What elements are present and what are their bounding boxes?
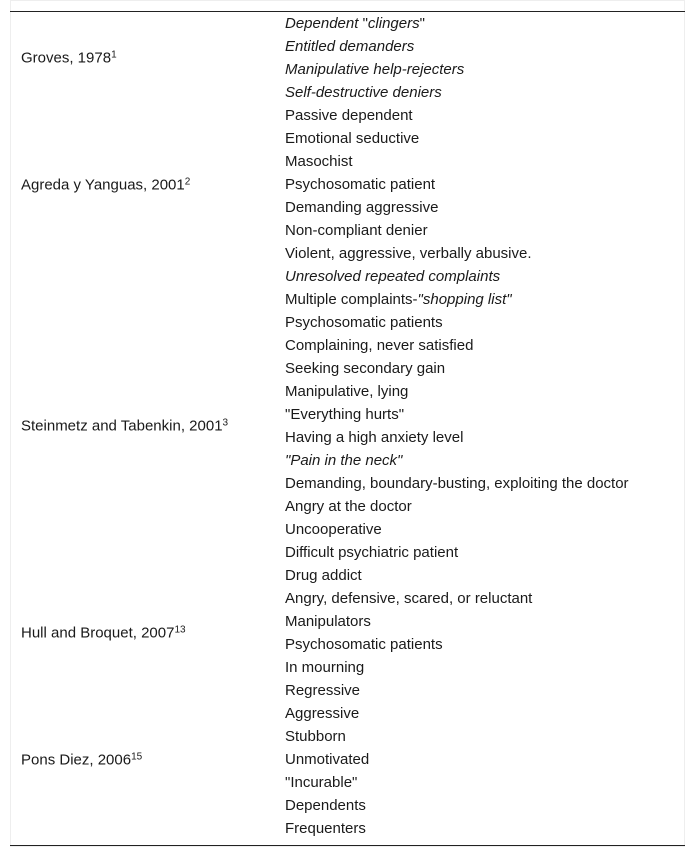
patient-type-item	[285, 58, 629, 81]
patient-type-item	[285, 196, 629, 219]
patient-type-item	[285, 725, 629, 748]
patient-type-text: Psychosomatic patients	[285, 636, 443, 653]
patient-type-text: Frequenters	[285, 820, 366, 837]
patient-type-text: Angry at the doctor	[285, 498, 412, 515]
patient-type-text: "Everything hurts"	[285, 406, 405, 423]
patient-type-text: Demanding aggressive	[285, 199, 439, 216]
reference-number: 1	[111, 49, 117, 61]
patient-type-text: Non-compliant denier	[285, 222, 428, 239]
patient-type-text: Multiple complaints-	[285, 291, 418, 308]
patient-type-item	[285, 35, 629, 58]
patient-type-text: Demanding, boundary-busting, exploiting the doctor	[285, 475, 629, 492]
patient-type-text: Uncooperative	[285, 521, 382, 538]
patient-type-item	[285, 610, 629, 633]
author-name: Steinmetz and Tabenkin, 2001	[21, 417, 223, 435]
patient-type-column	[285, 12, 629, 840]
patient-type-text: "	[358, 15, 368, 32]
patient-type-item	[285, 403, 629, 426]
patient-type-item	[285, 656, 629, 679]
patient-type-item	[285, 748, 629, 771]
patient-type-item	[285, 357, 629, 380]
author-name: Groves, 1978	[21, 49, 112, 67]
patient-type-item	[285, 104, 629, 127]
patient-type-text: Psychosomatic patients	[285, 314, 443, 331]
patient-type-item	[285, 219, 629, 242]
patient-type-text: Unmotivated	[285, 751, 370, 768]
patient-type-item	[285, 334, 629, 357]
patient-type-text: Emotional seductive	[285, 130, 420, 147]
author-name: Hull and Broquet, 2007	[21, 624, 175, 642]
author-citation	[21, 415, 228, 438]
patient-type-text: "Incurable"	[285, 774, 358, 791]
patient-type-item	[285, 771, 629, 794]
patient-type-item	[285, 380, 629, 403]
patient-type-item	[285, 426, 629, 449]
patient-type-item	[285, 288, 629, 311]
author-citation	[21, 622, 186, 645]
patient-type-text: Seeking secondary gain	[285, 360, 446, 377]
patient-type-text: clingers	[367, 15, 420, 32]
author-name: Agreda y Yanguas, 2001	[21, 176, 185, 193]
author-citation	[21, 173, 190, 196]
author-citation	[21, 748, 142, 771]
patient-type-text: Aggressive	[285, 705, 360, 722]
table-bottom-rule	[10, 845, 685, 846]
patient-type-text: "shopping list"	[417, 291, 512, 308]
patient-type-text: Violent, aggressive, verbally abusive.	[285, 245, 532, 262]
patient-type-text: Dependent	[285, 15, 359, 32]
patient-type-item	[285, 564, 629, 587]
patient-type-item	[285, 541, 629, 564]
patient-type-item	[285, 449, 629, 472]
author-name: Pons Diez, 2006	[21, 751, 132, 768]
patient-type-text: Psychosomatic patient	[285, 176, 436, 193]
patient-type-item	[285, 587, 629, 610]
patient-type-item	[285, 173, 629, 196]
patient-type-text: Complaining, never satisfied	[285, 337, 474, 354]
patient-type-text: Angry, defensive, scared, or reluctant	[285, 590, 533, 607]
patient-type-item	[285, 265, 629, 288]
patient-type-item	[285, 794, 629, 817]
author-citation	[21, 47, 117, 70]
patient-type-text: Manipulators	[285, 613, 371, 630]
patient-type-text: Masochist	[285, 153, 353, 170]
patient-type-item	[285, 472, 629, 495]
patient-type-text: "	[419, 15, 425, 32]
patient-type-item	[285, 150, 629, 173]
patient-type-item	[285, 127, 629, 150]
patient-type-text: Difficult psychiatric patient	[285, 544, 459, 561]
patient-type-text: Entitled demanders	[285, 38, 415, 55]
patient-type-item	[285, 633, 629, 656]
patient-type-item	[285, 518, 629, 541]
patient-type-item	[285, 12, 629, 35]
patient-type-text: Manipulative, lying	[285, 383, 409, 400]
patient-type-text: Dependents	[285, 797, 366, 814]
patient-type-item	[285, 311, 629, 334]
patient-type-text: Stubborn	[285, 728, 346, 745]
patient-type-text: Manipulative help-rejecters	[285, 61, 465, 78]
patient-type-text: Passive dependent	[285, 107, 413, 124]
patient-type-text: Having a high anxiety level	[285, 429, 464, 446]
patient-type-item	[285, 495, 629, 518]
patient-type-item	[285, 817, 629, 840]
patient-type-text: "Pain in the neck"	[285, 452, 403, 469]
patient-type-item	[285, 702, 629, 725]
patient-type-text: Self-destructive deniers	[285, 84, 442, 101]
reference-number: 13	[174, 624, 186, 636]
reference-number: 15	[131, 751, 143, 762]
patient-type-text: In mourning	[285, 659, 365, 676]
patient-type-text: Unresolved repeated complaints	[285, 268, 501, 285]
reference-number: 2	[184, 176, 191, 187]
patient-type-text: Drug addict	[285, 567, 362, 584]
patient-type-item	[285, 679, 629, 702]
patient-type-item	[285, 242, 629, 265]
patient-type-text: Regressive	[285, 682, 361, 699]
patient-type-item	[285, 81, 629, 104]
reference-number: 3	[222, 417, 229, 429]
